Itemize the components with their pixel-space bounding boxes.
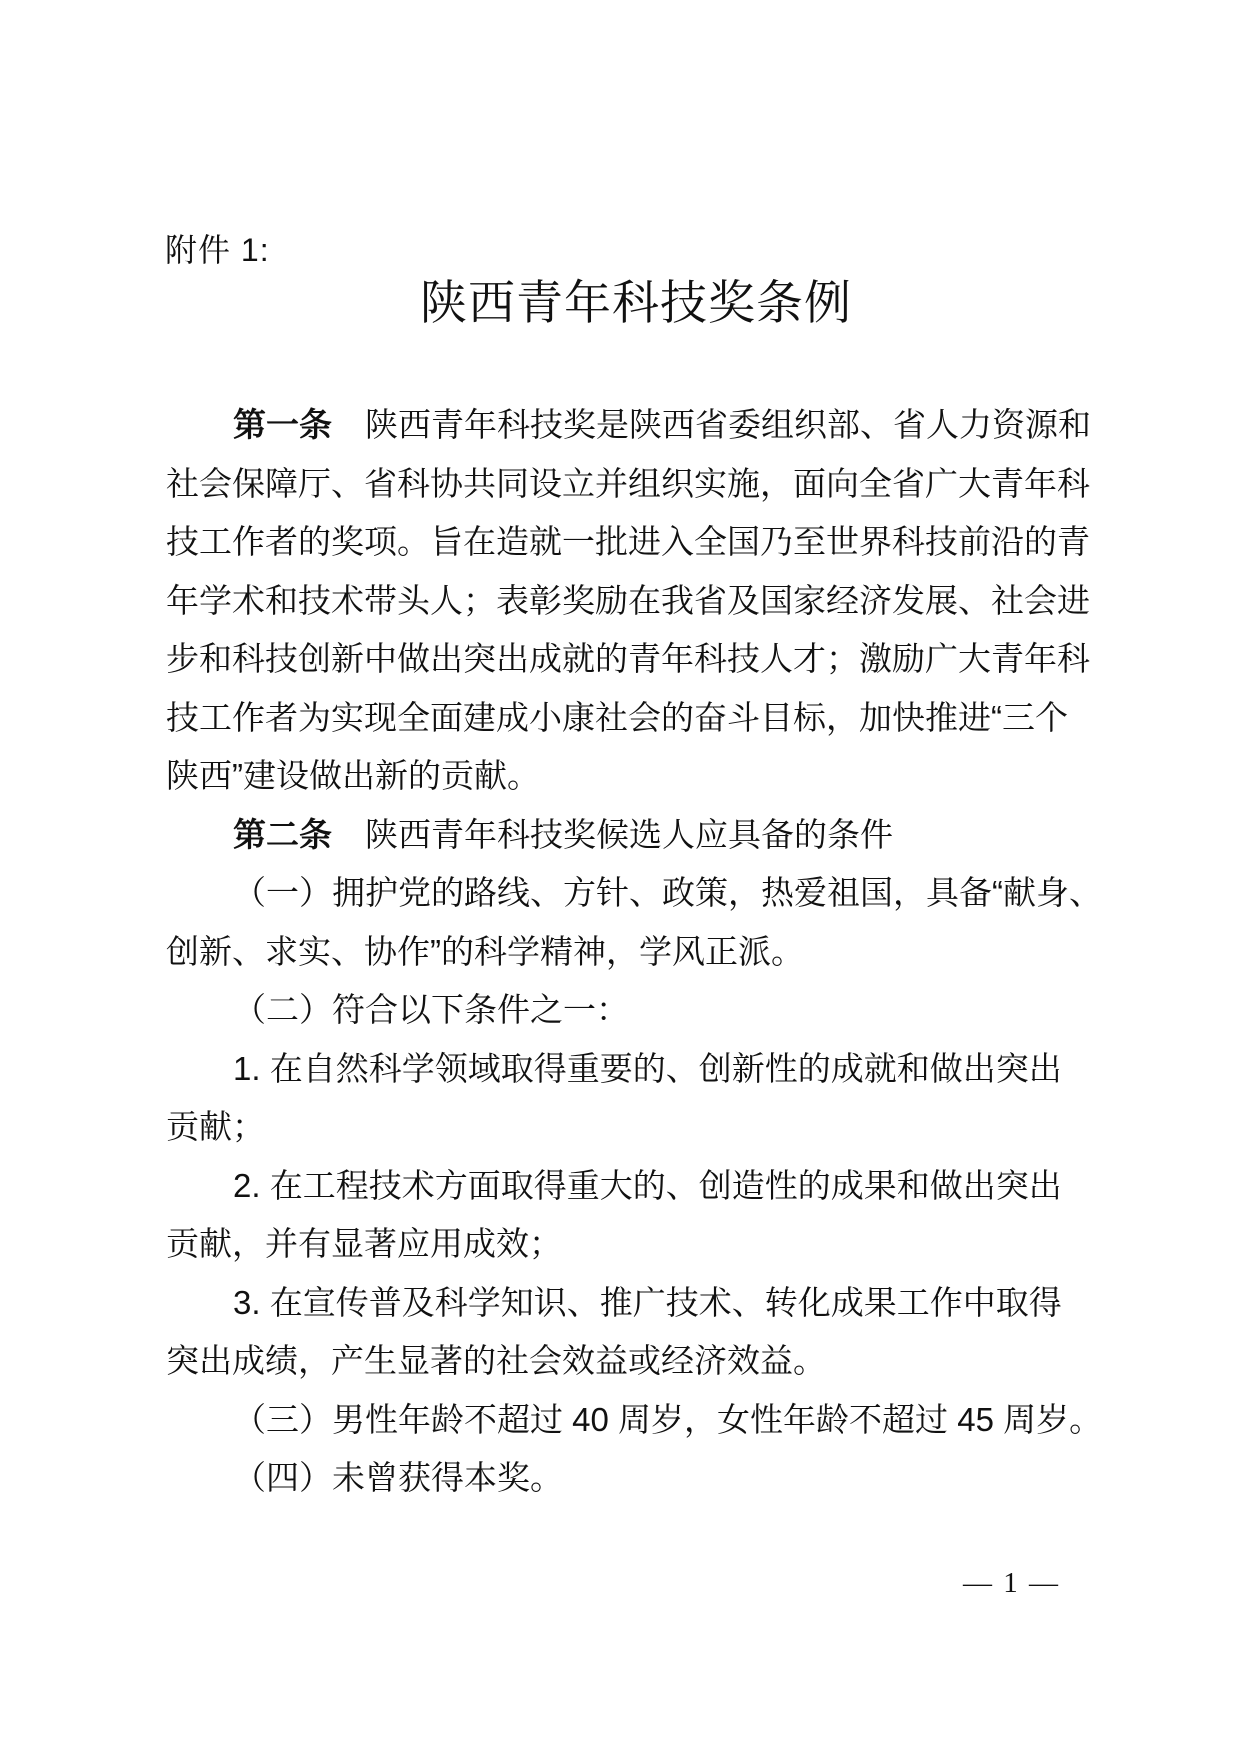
line-text: 技工作者为实现全面建成小康社会的奋斗目标，加快推进“三个 (166, 698, 1068, 736)
text-line (166, 630, 1106, 689)
text-line (166, 1215, 1106, 1274)
line-text: 3. 在宣传普及科学知识、推广技术、转化成果工作中取得 (233, 1283, 1062, 1321)
text-line (166, 396, 1106, 455)
page-number: — 1 — (963, 1567, 1060, 1599)
text-line (166, 689, 1106, 748)
text-line (166, 1391, 1106, 1450)
line-text: 陕西”建设做出新的贡献。 (166, 757, 540, 794)
article-number: 第二条 (233, 815, 332, 853)
line-text: 陕西青年科技奖是陕西省委组织部、省人力资源和 (332, 406, 1091, 443)
text-line (166, 747, 1106, 806)
document-body (166, 396, 1106, 1508)
text-line (166, 981, 1106, 1040)
line-text: （一）拥护党的路线、方针、政策，热爱祖国，具备“献身、 (233, 874, 1102, 911)
text-line (166, 1332, 1106, 1391)
line-text: 贡献； (166, 1108, 265, 1145)
text-line (166, 1040, 1106, 1099)
document-title: 陕西青年科技奖条例 (420, 278, 852, 330)
text-line (166, 572, 1106, 631)
line-text: 突出成绩，产生显著的社会效益或经济效益。 (166, 1342, 826, 1379)
attachment-label: 附件 1: (165, 232, 270, 268)
article-number: 第一条 (233, 406, 332, 443)
line-text: （三）男性年龄不超过 40 周岁，女性年龄不超过 45 周岁。 (233, 1400, 1103, 1438)
text-line (166, 1098, 1106, 1157)
text-line (166, 864, 1106, 923)
line-text: 社会保障厅、省科协共同设立并组织实施，面向全省广大青年科 (166, 464, 1090, 502)
line-text: 1. 在自然科学领域取得重要的、创新性的成就和做出突出 (233, 1049, 1062, 1087)
text-line (166, 1449, 1106, 1508)
text-line (166, 455, 1106, 514)
line-text: （二）符合以下条件之一： (233, 991, 629, 1028)
line-text: 技工作者的奖项。旨在造就一批进入全国乃至世界科技前沿的青 (166, 523, 1090, 560)
line-text: 贡献，并有显著应用成效； (166, 1225, 562, 1262)
line-text: 年学术和技术带头人；表彰奖励在我省及国家经济发展、社会进 (166, 581, 1090, 619)
line-text: （四）未曾获得本奖。 (233, 1459, 563, 1496)
text-line (166, 923, 1106, 982)
text-line (166, 1274, 1106, 1333)
text-line (166, 1157, 1106, 1216)
text-line (166, 806, 1106, 865)
line-text: 2. 在工程技术方面取得重大的、创造性的成果和做出突出 (233, 1166, 1062, 1204)
line-text: 创新、求实、协作”的科学精神，学风正派。 (166, 932, 804, 970)
text-line (166, 513, 1106, 572)
line-text: 步和科技创新中做出突出成就的青年科技人才；激励广大青年科 (166, 640, 1090, 677)
line-text: 陕西青年科技奖候选人应具备的条件 (332, 815, 893, 853)
